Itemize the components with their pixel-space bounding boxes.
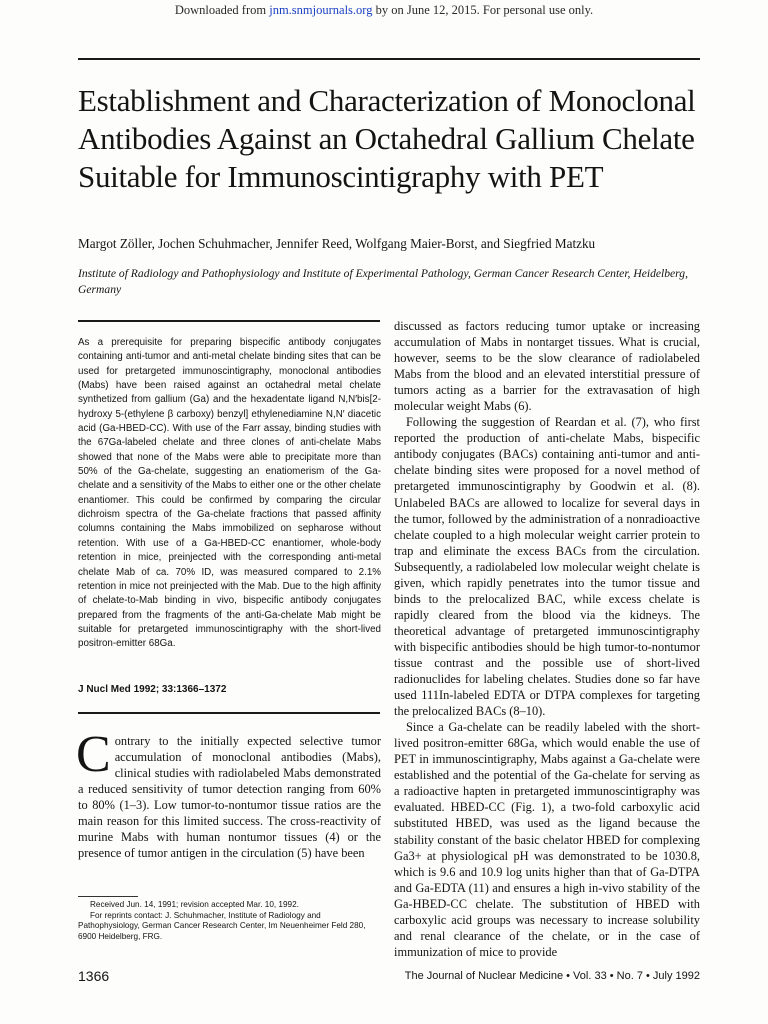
journal-footer: The Journal of Nuclear Medicine • Vol. 33 • No. 7 • July 1992 [404,970,700,982]
footnote-reprints: For reprints contact: J. Schuhmacher, Institute of Radiology and Pathophysiology, German Cancer Research Center, Im Neuenheimer Feld 280, 6900 Heidelberg, FRG. [78,910,366,941]
abstract-rule-top [78,320,380,322]
download-notice [0,3,768,18]
drop-cap: C [76,726,111,783]
article-title: Establishment and Characterization of Monoclonal Antibodies Against an Octahedral Gallium Chelate Suitable for Immunoscintigraphy with PET [78,83,696,194]
right-paragraph-1: discussed as factors reducing tumor uptake or increasing accumulation of Mabs in nontarget tissues. What is crucial, however, seems to be the slow clearance of radiolabeled Mabs from the blood and an elevated interstitial pressure of tumors acting as a barrier for the extravasation of high molecular weight Mabs (6). [394,319,700,414]
download-suffix: by on June 12, 2015. For personal use only. [372,3,594,17]
author-list: Margot Zöller, Jochen Schuhmacher, Jennifer Reed, Wolfgang Maier-Borst, and Siegfried Matzku [78,236,596,251]
abstract-text: As a prerequisite for preparing bispecific antibody conjugates containing anti-tumor and anti-metal chelate binding sites that can be used for pretargeted immunoscintigraphy, monoclonal antibodies (Mabs) have been raised against an octahedral metal chelate synthetized from gallium (Ga) and the hexadentate ligand N,N′bis[2-hydroxy 5-(ethylene β carboxy) benzyl] ethylenediamine N,N′ diacetic acid (Ga-HBED-CC). With use of the Farr assay, binding studies with the 67Ga-labeled chelate and three clones of anti-chelate Mabs showed that none of the Mabs were able to precipitate more than 50% of the Ga-chelate, suggesting an enatiomerism of the Ga-chelate and a sensitivity of the Mabs to either one or the other chelate enantiomer. This could be confirmed by comparing the circular dichroism spectra of the Ga-chelate fractions that passed affinity columns containing the Mabs immobilized on sepharose without retention. With use of a Ga-HBED-CC enantiomer, whole-body retention in mice, preinjected with the corresponding anti-metal chelate Mab of ca. 70% ID, was measured compared to 2.1% retention in mice not preinjected with the Mab. Due to the high affinity of chelate-to-Mab binding in vivo, bispecific antibody conjugates prepared from the fragments of the anti-Ga-chelate Mab might be suitable for pretargeted immunoscintigraphy with the short-lived positron-emitter 68Ga. [78,337,381,650]
right-column [394,318,700,960]
footnotes [78,900,381,942]
citation: J Nucl Med 1992; 33:1366–1372 [78,684,227,695]
intro-paragraph [76,726,381,861]
affiliation: Institute of Radiology and Pathophysiology and Institute of Experimental Pathology, German Cancer Research Center, Heidelberg, Germany [78,267,688,296]
right-paragraph-3: Since a Ga-chelate can be readily labeled with the short-lived positron-emitter 68Ga, which would enable the use of PET in immunoscintigraphy, Mabs against a Ga-chelate were established and the potential of the Ga-chelate for serving as a radioactive hapten in pretargeted immunoscintigraphy was evaluated. HBED-CC (Fig. 1), a two-fold carboxylic acid substituted HBED, was used as the ligand because the stability constant of the basic chelator HBED for complexing Ga3+ at physiological pH was demonstrated to be 1030.8, which is 9.6 and 10.9 log units higher than that of Ga-DTPA and Ga-EDTA (11) and ensures a high in-vivo stability of the Ga-HBED-CC chelate. The substitution of HBED with carboxylic acid groups was necessary to increase solubility and renal clearance of the chelate, or in the case of immunization of mice to provide [394,720,700,959]
footnote-received: Received Jun. 14, 1991; revision accepted Mar. 10, 1992. [90,900,299,909]
intro-text: ontrary to the initially expected selective tumor accumulation of monoclonal antibodies (Mabs), clinical studies with radiolabeled Mabs demonstrated a reduced sensitivity of tumor detection ranging from 60% to 80% (1–3). Low tumor-to-nontumor tissue ratios are the main reason for this limited success. The cross-reactivity of murine Mabs with human nontumor tissues (4) or the presence of tumor antigen in the circulation (5) have been [78,734,381,861]
footnote-rule [78,896,138,897]
journal-link[interactable]: jnm.snmjournals.org [269,3,373,17]
right-paragraph-2: Following the suggestion of Reardan et al. (7), who first reported the production of anti-chelate Mabs, bispecific antibody conjugates (BACs) containing anti-tumor and anti-chelate binding sites were proposed for a novel method of pretargeted immunoscintigraphy by Goodwin et al. (8). Unlabeled BACs are allowed to localize for several days in the tumor, followed by the administration of a nonradioactive chelate coupled to a high molecular weight carrier protein to trap and eliminate the excess BACs from the circulation. Subsequently, a radiolabeled low molecular weight chelate is given, which rapidly penetrates into the tumor tissue and binds to the prelocalized BAC, while excess chelate is rapidly cleared from the blood via the kidneys. The theoretical advantage of pretargeted immunoscintigraphy with bispecific antibodies should be high tumor-to-nontumor tissue contrast and the possible use of short-lived radionuclides for labeling chelates. Studies done so far have used 111In-labeled EDTA or DTPA complexes for targeting the prelocalized BACs (8–10). [394,415,700,719]
abstract-rule-bottom [78,712,380,714]
download-prefix: Downloaded from [174,3,270,17]
page-number: 1366 [78,968,110,984]
top-rule [78,58,700,60]
